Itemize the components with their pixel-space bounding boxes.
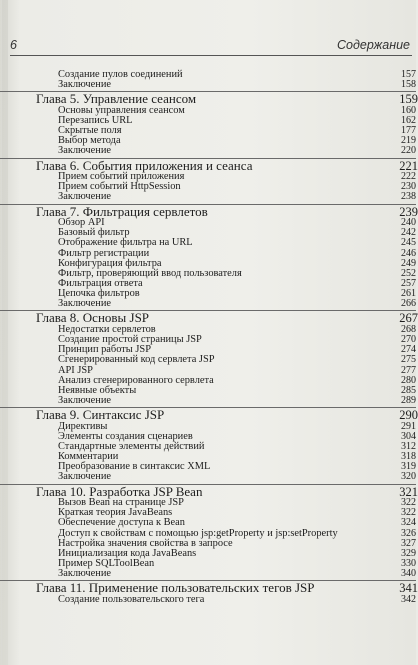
toc-entry-title: Доступ к свойствам с помощью jsp:getProperty и jsp:setProperty: [58, 527, 338, 539]
toc-entry-page: 291: [401, 420, 416, 432]
toc-section-entry[interactable]: [36, 355, 416, 365]
toc-entry-title: Прием событий приложения: [58, 171, 185, 183]
toc-entry-page: 220: [401, 145, 416, 157]
toc-entry-page: 280: [401, 374, 416, 386]
page-header: [10, 34, 410, 52]
toc-entry-title: Заключение: [58, 79, 111, 91]
toc-entry-page: 160: [401, 104, 416, 116]
toc-entry-page: 221: [399, 158, 418, 173]
toc-entry-title: Скрытые поля: [58, 125, 122, 137]
toc-entry-page: 327: [401, 537, 416, 549]
toc-entry-title: Обзор API: [58, 217, 105, 229]
toc-section-entry[interactable]: [36, 595, 416, 605]
toc-entry-page: 341: [399, 581, 418, 596]
toc-entry-page: 157: [401, 69, 416, 80]
toc-entry-page: 322: [401, 497, 416, 509]
toc-entry-title: Глава 8. Основы JSP: [36, 310, 150, 326]
toc-entry-title: Базовый фильтр: [58, 227, 130, 239]
toc-entry-page: 267: [399, 311, 418, 326]
toc-entry-title: Заключение: [58, 568, 111, 580]
toc-section-entry[interactable]: [36, 299, 416, 309]
toc-entry-page: 290: [399, 408, 418, 423]
toc-entry-page: 242: [401, 227, 416, 239]
page-gutter: [2, 0, 8, 665]
toc-entry-title: Неявные объекты: [58, 384, 137, 396]
toc-entry-page: 318: [401, 451, 416, 463]
toc-entry-title: Создание пользовательского тега: [58, 593, 205, 605]
toc-entry-page: 261: [401, 288, 416, 300]
toc-entry-page: 266: [401, 298, 416, 310]
running-title: Содержание: [337, 38, 410, 52]
toc-entry-page: 324: [401, 517, 416, 529]
toc-entry-title: Заключение: [58, 191, 111, 203]
toc-entry-page: 222: [401, 171, 416, 183]
toc-entry-page: 245: [401, 237, 416, 249]
toc-entry-title: Глава 10. Разработка JSP Bean: [36, 483, 203, 499]
toc-entry-page: 249: [401, 257, 416, 269]
toc-chapter-entry[interactable]: [36, 409, 416, 422]
toc-entry-title: Основы управления сеансом: [58, 104, 185, 116]
toc-entry-title: Обеспечение доступа к Bean: [58, 517, 185, 529]
toc-entry-page: 319: [401, 461, 416, 473]
toc-entry-page: 239: [399, 204, 418, 219]
toc-entry-title: Инициализация кода JavaBeans: [58, 547, 197, 559]
toc-entry-page: 240: [401, 217, 416, 229]
toc-entry-title: Стандартные элементы действий: [58, 441, 205, 453]
toc-entry-title: Вызов Bean на странице JSP: [58, 497, 184, 509]
toc-entry-title: Директивы: [58, 420, 108, 432]
table-of-contents: [36, 70, 416, 605]
toc-entry-title: Принцип работы JSP: [58, 344, 151, 356]
toc-entry-title: Глава 11. Применение пользовательских тегов JSP: [36, 580, 315, 596]
toc-entry-page: 342: [401, 593, 416, 605]
toc-entry-title: Выбор метода: [58, 135, 121, 147]
toc-entry-page: 320: [401, 471, 416, 483]
toc-section-entry[interactable]: [36, 80, 416, 90]
toc-entry-page: 312: [401, 441, 416, 453]
toc-section-entry[interactable]: [36, 192, 416, 202]
toc-entry-title: Глава 6. События приложения и сеанса: [36, 157, 253, 173]
toc-entry-page: 177: [401, 125, 416, 137]
toc-section-entry[interactable]: [36, 472, 416, 482]
toc-entry-title: Фильтр, проверяющий ввод пользователя: [58, 267, 242, 279]
toc-entry-title: Фильтрация ответа: [58, 278, 143, 290]
toc-section-entry[interactable]: [36, 146, 416, 156]
page-number: 6: [10, 38, 17, 52]
toc-entry-page: 340: [401, 568, 416, 580]
toc-entry-title: Недостатки сервлетов: [58, 324, 156, 336]
toc-entry-page: 329: [401, 547, 416, 559]
toc-entry-page: 275: [401, 354, 416, 366]
toc-section-entry[interactable]: [36, 569, 416, 579]
toc-entry-page: 257: [401, 278, 416, 290]
toc-entry-page: 277: [401, 364, 416, 376]
toc-entry-page: 304: [401, 430, 416, 442]
toc-entry-page: 270: [401, 334, 416, 346]
toc-entry-page: 159: [399, 92, 418, 107]
toc-entry-title: Заключение: [58, 395, 111, 407]
toc-entry-page: 158: [401, 79, 416, 91]
toc-section-entry[interactable]: [36, 396, 416, 406]
toc-entry-title: Создание простой страницы JSP: [58, 334, 202, 346]
toc-entry-title: Конфигурация фильтра: [58, 257, 162, 269]
toc-entry-page: 238: [401, 191, 416, 203]
toc-entry-title: Преобразование в синтаксис XML: [58, 461, 211, 473]
toc-entry-title: Глава 9. Синтаксис JSP: [36, 407, 165, 423]
toc-entry-title: Создание пулов соединений: [58, 69, 183, 80]
toc-entry-page: 321: [399, 484, 418, 499]
toc-entry-title: Отображение фильтра на URL: [58, 237, 193, 249]
toc-entry-title: Пример SQLToolBean: [58, 558, 155, 570]
toc-chapter-entry[interactable]: [36, 93, 416, 106]
toc-entry-page: 230: [401, 181, 416, 193]
toc-entry-title: Заключение: [58, 471, 111, 483]
toc-entry-title: Глава 5. Управление сеансом: [36, 91, 197, 107]
toc-entry-page: 289: [401, 395, 416, 407]
toc-entry-title: Элементы создания сценариев: [58, 430, 193, 442]
toc-entry-page: 322: [401, 507, 416, 519]
toc-entry-title: Сгенерированный код сервлета JSP: [58, 354, 215, 366]
toc-entry-title: Комментарии: [58, 451, 119, 463]
toc-entry-page: 274: [401, 344, 416, 356]
toc-entry-page: 252: [401, 267, 416, 279]
toc-entry-title: Глава 7. Фильтрация сервлетов: [36, 203, 208, 219]
toc-entry-title: Фильтр регистрации: [58, 247, 150, 259]
toc-entry-title: Краткая теория JavaBeans: [58, 507, 173, 519]
toc-entry-title: Заключение: [58, 298, 111, 310]
toc-entry-page: 285: [401, 384, 416, 396]
toc-entry-title: Анализ сгенерированного сервлета: [58, 374, 214, 386]
toc-entry-page: 268: [401, 324, 416, 336]
toc-entry-page: 246: [401, 247, 416, 259]
toc-entry-title: Цепочка фильтров: [58, 288, 140, 300]
toc-entry-page: 326: [401, 527, 416, 539]
toc-entry-page: 330: [401, 558, 416, 570]
toc-entry-page: 219: [401, 135, 416, 147]
toc-entry-title: Настройка значения свойства в запросе: [58, 537, 233, 549]
header-rule: [10, 55, 412, 56]
toc-entry-title: Заключение: [58, 145, 111, 157]
toc-entry-title: Перезапись URL: [58, 115, 133, 127]
toc-entry-page: 162: [401, 115, 416, 127]
toc-entry-title: API JSP: [58, 364, 93, 376]
toc-entry-title: Прием событий HttpSession: [58, 181, 181, 193]
